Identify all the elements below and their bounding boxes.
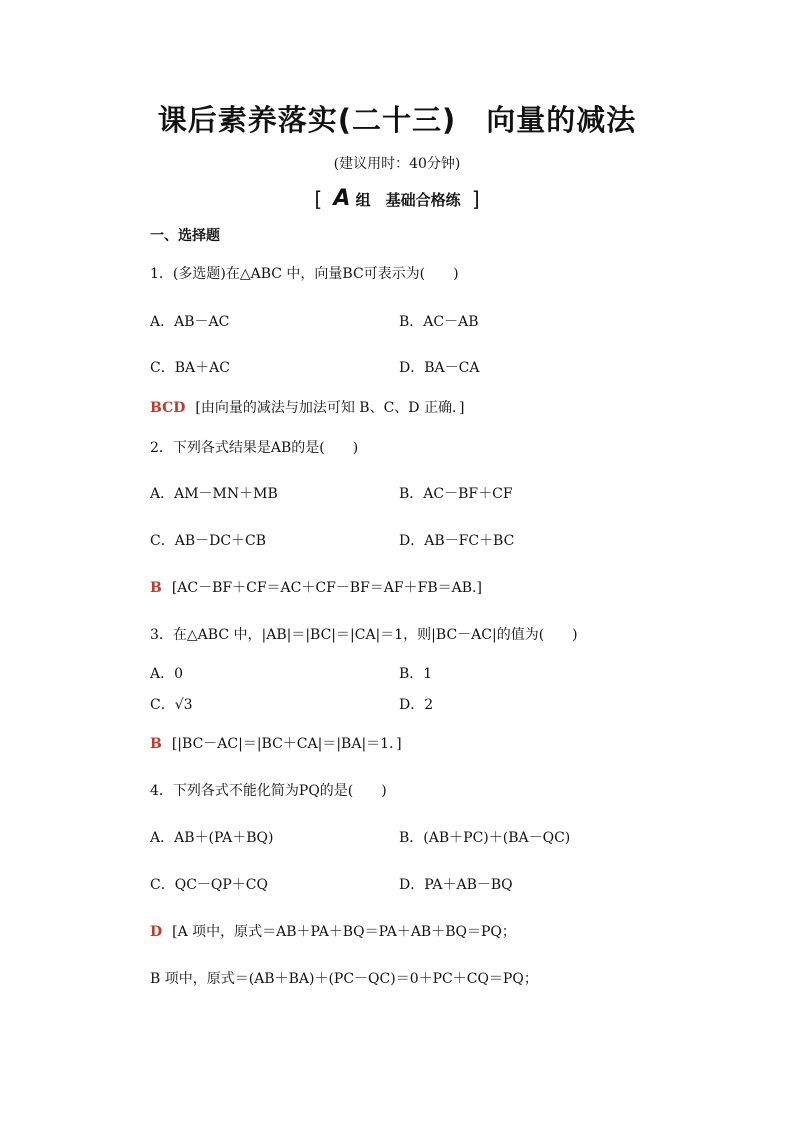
q4-option-b: B．(AB＋PC)＋(BA－QC) — [399, 830, 571, 846]
group-letter: A — [333, 186, 351, 211]
q1-option-b: B．AC－AB — [399, 314, 479, 330]
question-1-stem: 1．(多选题)在△ABC 中，向量BC可表示为( ) — [150, 266, 459, 282]
q1-answer-text: [由向量的减法与加法可知 B、C、D 正确．] — [195, 400, 465, 416]
section-heading: 一、选择题 — [150, 228, 220, 244]
q1-answer — [150, 397, 464, 417]
q3-option-d: D．2 — [399, 697, 434, 713]
q3-answer-key: B — [150, 736, 162, 752]
group-label: 组 基础合格练 — [355, 191, 461, 209]
left-bracket: [ — [314, 187, 323, 211]
q4-answer-key: D — [150, 924, 163, 940]
q2-answer-text: [AC－BF＋CF＝AC＋CF－BF＝AF＋FB＝AB.] — [171, 580, 482, 596]
q3-answer-text: [|BC－AC|＝|BC＋CA|＝|BA|＝1．] — [171, 736, 402, 752]
q1-option-d: D．BA－CA — [399, 360, 480, 376]
page-title: 课后素养落实(二十三) 向量的减法 — [157, 103, 637, 137]
q1-option-c: C．BA＋AC — [150, 360, 230, 376]
time-hint: (建议用时：40分钟) — [333, 156, 461, 172]
q2-option-b: B．AC－BF＋CF — [399, 486, 513, 502]
q2-option-c: C．AB－DC＋CB — [150, 533, 267, 549]
q4-option-a: A．AB＋(PA＋BQ) — [150, 830, 274, 846]
q4-option-d: D．PA＋AB－BQ — [399, 877, 513, 893]
q4-answer — [150, 921, 516, 941]
question-2-stem: 2．下列各式结果是AB的是( ) — [150, 440, 359, 456]
q2-option-d: D．AB－FC＋BC — [399, 533, 515, 549]
group-heading — [0, 186, 794, 211]
right-bracket: ] — [471, 187, 480, 211]
q1-option-a: A．AB－AC — [150, 314, 230, 330]
q2-answer-key: B — [150, 580, 162, 596]
q2-option-a: A．AM－MN＋MB — [150, 486, 278, 502]
q1-answer-key: BCD — [150, 400, 186, 416]
q4-answer-continuation: B 项中，原式＝(AB＋BA)＋(PC－QC)＝0＋PC＋CQ＝PQ； — [150, 971, 538, 987]
q4-option-c: C．QC－QP＋CQ — [150, 877, 268, 893]
q2-answer — [150, 577, 482, 597]
q3-option-c: C．√3 — [150, 697, 193, 713]
q3-option-a: A．0 — [150, 666, 184, 682]
q3-option-b: B．1 — [399, 666, 433, 682]
question-4-stem: 4．下列各式不能化简为PQ的是( ) — [150, 783, 387, 799]
question-3-stem: 3．在△ABC 中，|AB|＝|BC|＝|CA|＝1，则|BC－AC|的值为( ) — [150, 627, 578, 643]
q3-answer — [150, 733, 402, 753]
q4-answer-text: [A 项中，原式＝AB＋PA＋BQ＝PA＋AB＋BQ＝PQ； — [172, 924, 516, 940]
